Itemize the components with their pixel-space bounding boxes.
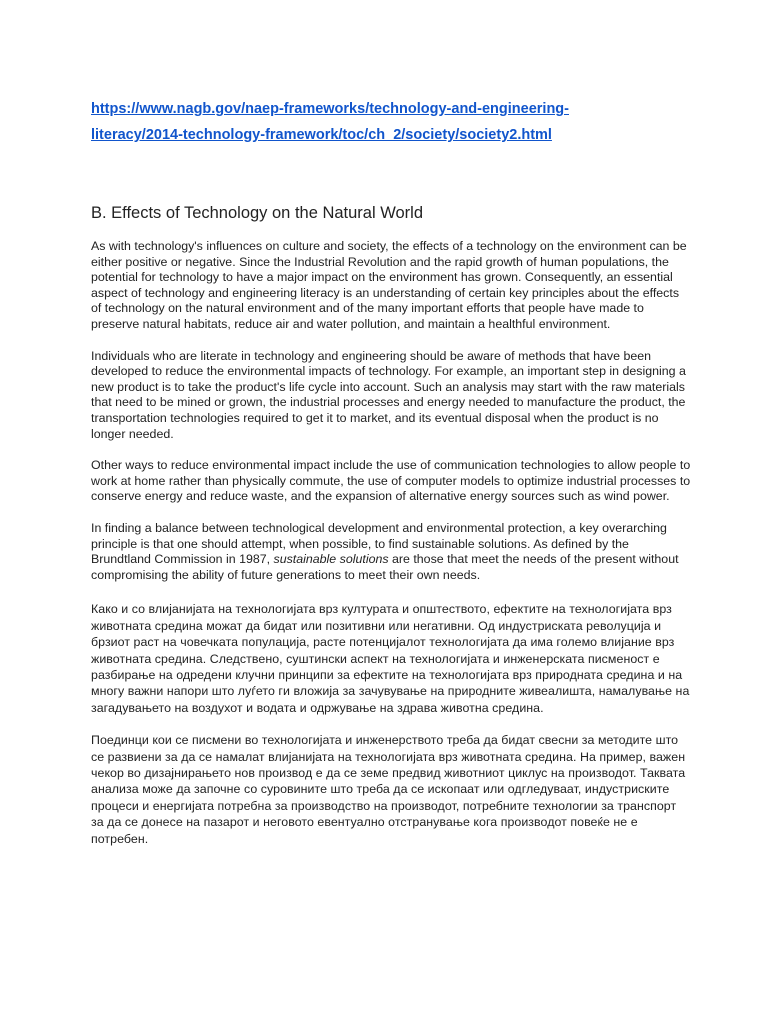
source-link-line-1[interactable]: https://www.nagb.gov/naep-frameworks/technology-and-engineering- [91,101,569,117]
paragraph-text: Поединци кои се писмени во технологијата и инженерството треба да бидат свесни за методите што се развиени за да се намалат влијанијата на технологијата врз животната средина. На пример, важен чекор во дизајнирањето нов производ е да се земе предвид животниот циклус на производот. Таквата анализа може да започне со суровините што треба да се ископаат или одгледуваат, индустриските процеси и енергијата потребна за производство на производот, потребните технологии за транспорт за да се донесе на пазарот и неговото евентуално отстранување кога производот повеќе не е потребен. [91,733,686,846]
section-heading: B. Effects of Technology on the Natural World [91,204,424,222]
paragraph-mk [91,601,691,716]
paragraph-mk [91,732,691,847]
paragraph-text: Individuals who are literate in technology and engineering should be aware of methods that have been developed to reduce the environmental impacts of technology. For example, an important step in designing a new product is to take the product's life cycle into account. Such an analysis may start with the raw materials that need to be mined or grown, the industrial processes and energy needed to manufacture the product, the transportation technologies required to get it to market, and its eventual disposal when the product is no longer needed. [91,348,686,441]
paragraph-text: In finding a balance between technological development and environmental protection, a key overarching principle is that one should attempt, when possible, to find sustainable solutions. As defined by the Brundtland Commission in 1987, [91,520,667,567]
source-link-line-2[interactable]: literacy/2014-technology-framework/toc/ch_2/society/society2.html [91,127,552,143]
source-link[interactable] [91,96,691,148]
paragraph-text: As with technology's influences on culture and society, the effects of a technology on the environment can be either positive or negative. Since the Industrial Revolution and the rapid growth of human populations, the potential for technology to have a major impact on the environment has grown. Consequently, an essential aspect of technology and engineering literacy is an understanding of certain key principles about the effects of technology on the natural environment and of the many important efforts that people have made to preserve natural habitats, reduce air and water pollution, and maintain a healthful environment. [91,239,687,331]
italic-term: sustainable solutions [273,552,389,567]
paragraph-en [91,349,691,443]
body-text [91,239,691,863]
paragraph-en [91,239,691,333]
paragraph-text: are those that meet the needs of the present without compromising the ability of future generations to meet their own needs. [91,552,679,582]
paragraph-text: Other ways to reduce environmental impact include the use of communication technologies to allow people to work at home rather than physically commute, the use of computer models to optimize industrial processes to conserve energy and reduce waste, and the expansion of alternative energy sources such as wind power. [91,458,691,504]
paragraph-en [91,521,691,583]
paragraph-en [91,458,691,505]
paragraph-text: Како и со влијанијата на технологијата врз културата и општеството, ефектите на технологијата врз животната средина можат да бидат или позитивни или негативни. Од индустриската револуција и брзиот раст на човечката популација, расте потенцијалот технологијата да има големо влијание врз животната средина. Следствено, суштински аспект на технологијата и инженерската писменост е разбирање на одредени клучни принципи за ефектите на технологијата врз природната средина и на многу важни напори што луѓето ги вложија за зачувување на природните живеалишта, намалување на загадувањето на воздухот и водата и одржување на здрава животна средина. [91,602,690,715]
